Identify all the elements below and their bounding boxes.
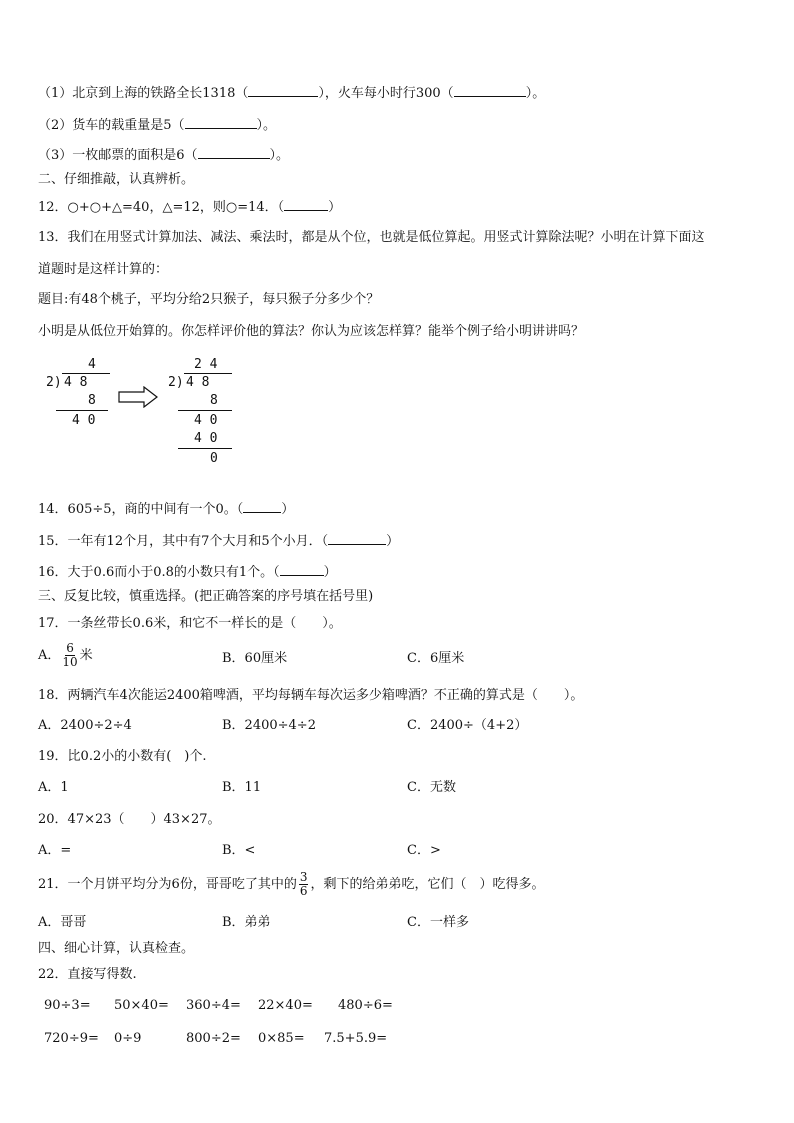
question-13-line3: 题目:有48个桃子，平均分给2只猴子，每只猴子分多少个？ [38, 292, 380, 307]
q14-end: ） [281, 502, 295, 517]
q12-blank[interactable] [284, 198, 328, 211]
q12-end: ） [328, 200, 342, 215]
question-15 [38, 532, 399, 550]
item-1-blank-a[interactable] [248, 84, 318, 97]
q15-end: ） [386, 534, 400, 549]
div-left-remainder: 4 0 [72, 413, 96, 428]
question-13-line2: 道题时是这样计算的： [38, 262, 169, 277]
q18-option-b[interactable]: B．2400÷4÷2 [222, 718, 316, 733]
q17-a-numerator: 6 [66, 641, 74, 655]
div-right-divisor: 2) [168, 375, 184, 390]
calc-row1-4: 22×40= [258, 998, 313, 1013]
calc-row2-1: 720÷9= [44, 1031, 99, 1046]
item-1-mid: ），火车每小时行300（ [318, 86, 454, 101]
q12-text: 12．○+○+△=40，△=12，则○=14．（ [38, 200, 285, 215]
q21-denominator: 6 [299, 884, 308, 898]
q21-fraction [299, 871, 309, 898]
q19-option-b[interactable]: B．11 [222, 780, 262, 795]
q21-text-before: 21．一个月饼平均分为6份，哥哥吃了其中的 [38, 877, 297, 892]
question-12 [38, 198, 341, 216]
question-21 [38, 868, 544, 902]
calc-row1-5: 480÷6= [338, 998, 393, 1013]
q17-option-b[interactable]: B．60厘米 [222, 651, 288, 666]
calc-row2-3: 800÷2= [186, 1031, 241, 1046]
calc-row1-2: 50×40= [114, 998, 169, 1013]
div-right-step1: 8 [210, 393, 218, 408]
q19-option-c[interactable]: C．无数 [407, 780, 456, 795]
question-20: 20．47×23（ ）43×27。 [38, 812, 221, 827]
item-3-blank[interactable] [198, 146, 270, 159]
q14-text: 14．605÷5，商的中间有一个0。（ [38, 502, 244, 517]
calc-row1-3: 360÷4= [186, 998, 241, 1013]
div-right-remainder: 0 [210, 451, 218, 466]
q15-blank[interactable] [328, 532, 386, 545]
calc-row2-2: 0÷9 [114, 1031, 142, 1046]
div-left-line1 [56, 410, 108, 411]
q17-option-c[interactable]: C．6厘米 [407, 651, 465, 666]
q18-option-a[interactable]: A．2400÷2÷4 [38, 718, 132, 733]
section-4-heading: 四、细心计算，认真检查。 [38, 941, 195, 956]
div-right-bar [184, 373, 232, 374]
q16-end: ） [323, 565, 337, 580]
q20-option-c[interactable]: C．> [407, 843, 441, 858]
item-3-text: （3）一枚邮票的面积是6（ [38, 148, 198, 163]
div-right-step3: 4 0 [194, 431, 218, 446]
q21-option-c[interactable]: C．一样多 [407, 915, 469, 930]
div-left-divisor: 2) [46, 375, 62, 390]
question-18: 18．两辆汽车4次能运2400箱啤酒，平均每辆车每次运多少箱啤酒？不正确的算式是（ ）。 [38, 688, 584, 703]
div-left-quotient: 4 [88, 357, 96, 372]
item-1-end: ）。 [525, 86, 546, 101]
calc-row2-4: 0×85= [258, 1031, 305, 1046]
item-2-text: （2）货车的载重量是5（ [38, 118, 185, 133]
calc-row1-1: 90÷3= [44, 998, 91, 1013]
question-17: 17．一条丝带长0.6米，和它不一样长的是（ ）。 [38, 616, 342, 631]
div-right-line2 [178, 448, 232, 449]
div-right-line1 [178, 410, 232, 411]
item-2-blank[interactable] [185, 116, 257, 129]
q21-option-b[interactable]: B．弟弟 [222, 915, 271, 930]
q17-a-unit: 米 [79, 648, 93, 663]
q17-option-a[interactable] [38, 642, 93, 669]
question-22: 22．直接写得数. [38, 967, 137, 982]
arrow-right-icon [118, 386, 158, 408]
q17-a-denominator: 10 [62, 655, 78, 669]
question-13-line1: 13．我们在用竖式计算加法、减法、乘法时，都是从个位，也就是低位算起。用竖式计算除法呢？小明在计算下面这 [38, 230, 705, 245]
division-left [46, 356, 126, 436]
div-right-step2: 4 0 [194, 413, 218, 428]
q17-a-prefix: A． [38, 648, 61, 663]
div-left-step1: 8 [88, 393, 96, 408]
div-left-dividend: 4 8 [64, 375, 88, 390]
item-1-text: （1）北京到上海的铁路全长1318（ [38, 86, 249, 101]
q21-option-a[interactable]: A．哥哥 [38, 915, 87, 930]
div-right-quotient: 2 4 [194, 357, 218, 372]
q16-text: 16．大于0.6而小于0.8的小数只有1个。（ [38, 565, 280, 580]
q14-blank[interactable] [243, 500, 281, 513]
item-3 [38, 146, 289, 164]
q18-option-c[interactable]: C．2400÷（4+2） [407, 718, 528, 733]
section-2-heading: 二、仔细推敲，认真辨析。 [38, 172, 195, 187]
q20-option-b[interactable]: B．< [222, 843, 256, 858]
item-2-end: ）。 [256, 118, 277, 133]
question-13-line4: 小明是从低位开始算的。你怎样评价他的算法？你认为应该怎样算？能举个例子给小明讲讲吗？ [38, 324, 585, 339]
q21-numerator: 3 [299, 870, 308, 884]
question-16 [38, 563, 337, 581]
division-right [168, 356, 248, 476]
item-1 [38, 84, 545, 102]
q16-blank[interactable] [280, 563, 324, 576]
q21-text-after: ，剩下的给弟弟吃，它们（ ）吃得多。 [310, 877, 545, 892]
question-19: 19．比0.2小的小数有( )个. [38, 749, 207, 764]
div-left-bar [62, 373, 110, 374]
div-right-dividend: 4 8 [186, 375, 210, 390]
calc-row2-5: 7.5+5.9= [324, 1031, 388, 1046]
item-1-blank-b[interactable] [454, 84, 526, 97]
item-2 [38, 116, 276, 134]
section-3-heading: 三、反复比较，慎重选择。(把正确答案的序号填在括号里) [38, 589, 374, 604]
q19-option-a[interactable]: A．1 [38, 780, 69, 795]
q17-a-fraction [62, 642, 77, 669]
item-3-end: ）。 [269, 148, 290, 163]
q20-option-a[interactable]: A．= [38, 843, 72, 858]
q15-text: 15．一年有12个月，其中有7个大月和5个小月．（ [38, 534, 329, 549]
question-14 [38, 500, 294, 518]
